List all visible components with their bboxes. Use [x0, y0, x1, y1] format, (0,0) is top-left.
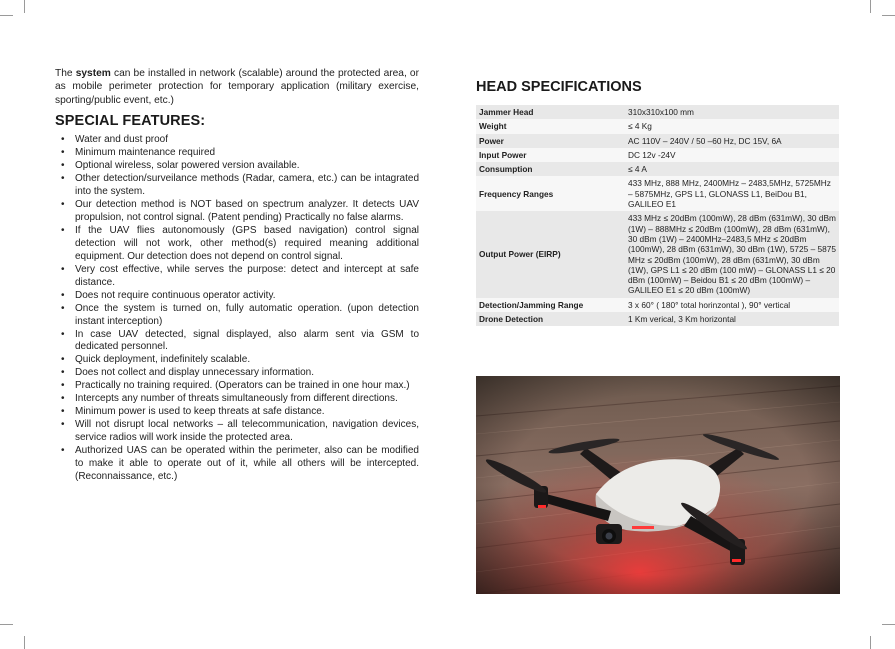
spec-row — [476, 298, 839, 312]
feature-item: • Water and dust proof — [75, 134, 419, 147]
feature-item: • Our detection method is NOT based on spectrum analyzer. It detects UAV propulsion, not control signal. (Patent pending) Practically no false alarms. — [75, 199, 419, 225]
spec-value: 310x310x100 mm — [625, 105, 839, 119]
crop-mark — [882, 15, 895, 16]
spec-label: Input Power — [476, 148, 625, 162]
crop-mark — [24, 0, 25, 13]
specs-table — [476, 105, 839, 326]
spec-row — [476, 148, 839, 162]
spec-value: 433 MHz, 888 MHz, 2400MHz – 2483,5MHz, 5725MHz – 5875MHz, GPS L1, GLONASS L1, BeiDou B1, GALILEO E1 — [625, 176, 839, 211]
spec-label: Drone Detection — [476, 312, 625, 326]
intro-rest: can be installed in network (scalable) around the protected area, or as mobile perimeter protection for temporary application (military exercise, sporting/public event, etc.) — [55, 68, 419, 106]
crop-mark — [24, 636, 25, 649]
feature-item: • Optional wireless, solar powered version available. — [75, 160, 419, 173]
spec-value: ≤ 4 Kg — [625, 119, 839, 133]
spec-label: Jammer Head — [476, 105, 625, 119]
spec-value: 433 MHz ≤ 20dBm (100mW), 28 dBm (631mW), 30 dBm (1W) – 888MHz ≤ 20dBm (100mW), 28 dBm (631mW), 30 dBm (1W) – 2400MHz–2483,5 MHz ≤ 20dBm (100mW), 28 dBm (631mW), 30 dBm (1W), 5725 – 5875 MHz ≤ 20dBm (100mW), 28 dBm (631mW), 30 dBm (1W), GPS L1 ≤ 20 dBm (100 mW) – GLONASS L1 ≤ 20 dBm (100mW) – Beidou B1 ≤ 20 dBm (100mW) – GALILEO E1 ≤ 20 dBm (100mW) — [625, 211, 839, 297]
left-column — [55, 67, 419, 484]
spec-row — [476, 176, 839, 211]
specs-title: HEAD SPECIFICATIONS — [476, 79, 642, 95]
spec-value: ≤ 4 A — [625, 162, 839, 176]
intro-paragraph — [55, 67, 419, 107]
spec-label: Power — [476, 134, 625, 148]
feature-item: • Other detection/surveilance methods (Radar, camera, etc.) can be intagrated into the system. — [75, 173, 419, 199]
crop-mark — [0, 624, 13, 625]
spec-label: Weight — [476, 119, 625, 133]
crop-mark — [0, 15, 13, 16]
feature-item: • Minimum power is used to keep threats at safe distance. — [75, 406, 419, 419]
crop-mark — [870, 0, 871, 13]
spec-value: 1 Km verical, 3 Km horizontal — [625, 312, 839, 326]
spec-label: Consumption — [476, 162, 625, 176]
feature-item: • Authorized UAS can be operated within the perimeter, also can be modified to make it able to operate out of it, while all others will be intercepted. (Reconnaissance, etc.) — [75, 445, 419, 484]
spec-row — [476, 312, 839, 326]
feature-item: • Does not collect and display unnecessary information. — [75, 367, 419, 380]
crop-mark — [870, 636, 871, 649]
feature-item: • Practically no training required. (Operators can be trained in one hour max.) — [75, 380, 419, 393]
intro-lead: The — [55, 68, 76, 79]
spec-value: 3 x 60° ( 180° total horinzontal ), 90° vertical — [625, 298, 839, 312]
crop-mark — [882, 624, 895, 625]
spec-label: Detection/Jamming Range — [476, 298, 625, 312]
spec-value: AC 110V – 240V / 50 –60 Hz, DC 15V, 6A — [625, 134, 839, 148]
feature-item: • In case UAV detected, signal displayed, also alarm sent via GSM to dedicated personnel. — [75, 329, 419, 355]
feature-item: • Intercepts any number of threats simultaneously from different directions. — [75, 393, 419, 406]
features-list — [55, 134, 419, 484]
spec-row — [476, 162, 839, 176]
feature-item: • Once the system is turned on, fully automatic operation. (upon detection instant interception) — [75, 303, 419, 329]
feature-item: • If the UAV flies autonomously (GPS based navigation) control signal detection will not work, other method(s) required meaning additional equipment. Our detection does not depend on control signal. — [75, 225, 419, 264]
intro-bold: system — [75, 68, 111, 79]
spec-row — [476, 119, 839, 133]
spec-value: DC 12v -24V — [625, 148, 839, 162]
features-title: SPECIAL FEATURES: — [55, 113, 206, 130]
right-column — [476, 79, 840, 326]
feature-item: • Quick deployment, indefinitely scalable. — [75, 354, 419, 367]
feature-item: • Does not require continuous operator activity. — [75, 290, 419, 303]
spec-row — [476, 211, 839, 297]
feature-item: • Very cost effective, while serves the purpose: detect and intercept at safe distance. — [75, 264, 419, 290]
spec-row — [476, 134, 839, 148]
feature-item: • Will not disrupt local networks – all telecommunication, navigation devices, service radios will work inside the protected area. — [75, 419, 419, 445]
spec-label: Output Power (EIRP) — [476, 211, 625, 297]
feature-item: • Minimum maintenance required — [75, 147, 419, 160]
drone-photo — [476, 376, 840, 594]
spec-row — [476, 105, 839, 119]
spec-label: Frequency Ranges — [476, 176, 625, 211]
